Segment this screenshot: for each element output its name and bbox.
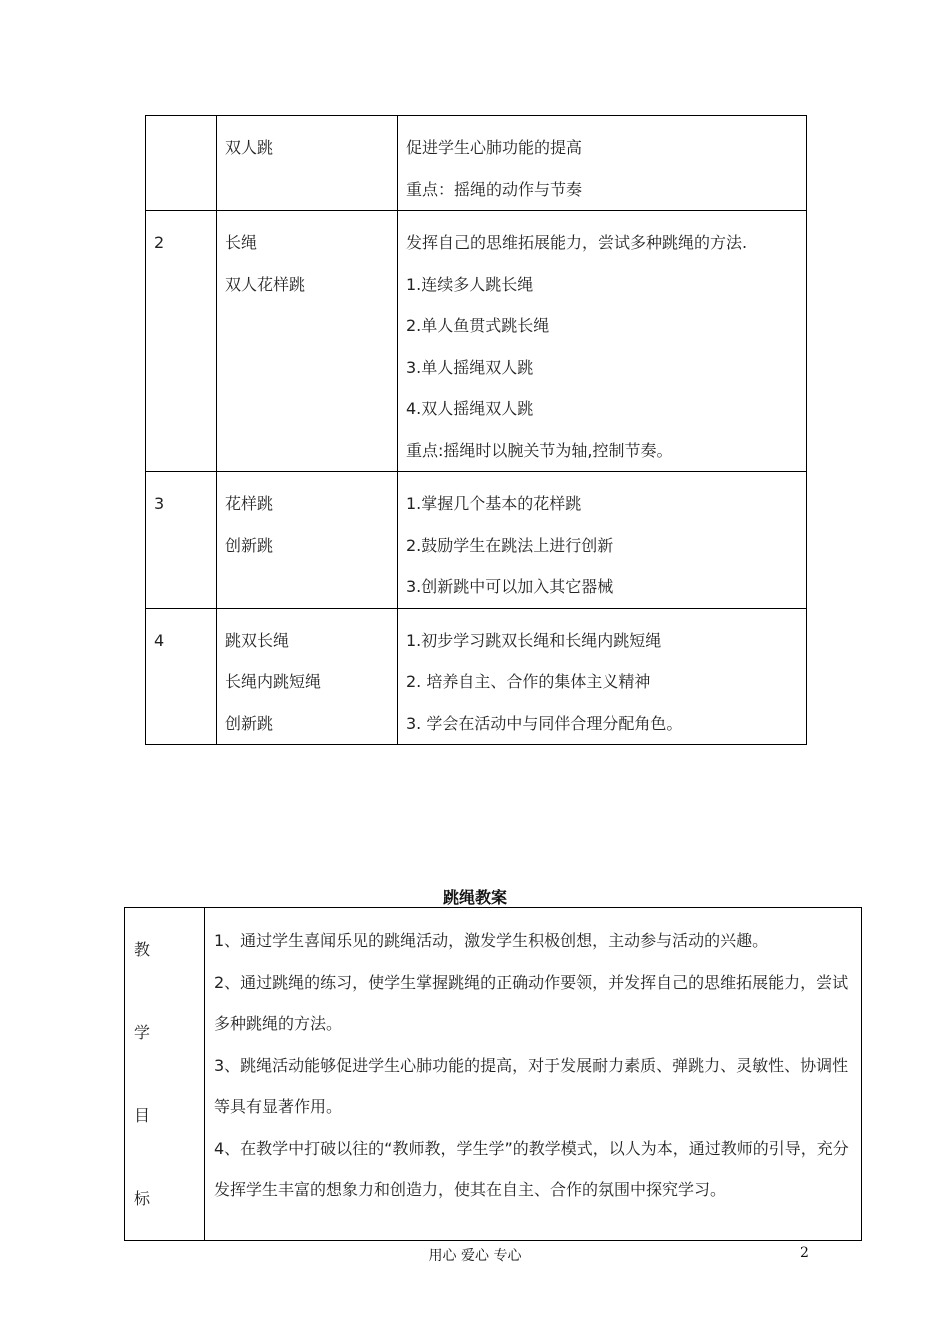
detail-line: 2. 培养自主、合作的集体主义精神 xyxy=(406,672,651,691)
row-number-cell xyxy=(146,211,217,472)
activity-item: 创新跳 xyxy=(225,713,274,733)
detail-cell xyxy=(398,608,807,745)
row-number-cell xyxy=(146,472,217,609)
activity-item: 跳双长绳 xyxy=(225,630,290,650)
activity-cell xyxy=(217,116,398,211)
table-row xyxy=(146,608,807,745)
objective-paragraph: 1、通过学生喜闻乐见的跳绳活动，激发学生积极创想，主动参与活动的兴趣。 xyxy=(214,931,769,950)
lesson-objectives-table xyxy=(124,907,862,1241)
detail-line: 3.单人摇绳双人跳 xyxy=(406,357,534,377)
activity-cell xyxy=(217,608,398,745)
activity-cell xyxy=(217,211,398,472)
objective-paragraph: 4、在教学中打破以往的“教师教，学生学”的教学模式，以人为本，通过教师的引导，充分发挥学生丰富的想象力和创造力，使其在自主、合作的氛围中探究学习。 xyxy=(214,1138,849,1199)
objective-paragraph: 2、通过跳绳的练习，使学生掌握跳绳的正确动作要领，并发挥自己的思维拓展能力，尝试多种跳绳的方法。 xyxy=(214,972,849,1033)
detail-cell xyxy=(398,116,807,211)
activity-table xyxy=(145,115,807,745)
activity-item: 长绳内跳短绳 xyxy=(225,672,322,691)
objective-paragraph: 3、跳绳活动能够促进学生心肺功能的提高，对于发展耐力素质、弹跳力、灵敏性、协调性等具有显著作用。 xyxy=(214,1055,849,1116)
detail-line: 2.鼓励学生在跳法上进行创新 xyxy=(406,535,614,555)
activity-item: 双人花样跳 xyxy=(225,274,306,294)
side-label-char: 目 xyxy=(134,1106,151,1125)
footer-motto: 用心 爱心 专心 xyxy=(428,1248,522,1264)
detail-line: 1.初步学习跳双长绳和长绳内跳短绳 xyxy=(406,630,662,650)
row-number: 4 xyxy=(154,630,165,650)
row-number-cell xyxy=(146,608,217,745)
objectives-side-label-cell xyxy=(125,908,205,1241)
detail-cell xyxy=(398,211,807,472)
table-row xyxy=(146,472,807,609)
detail-line: 3.创新跳中可以加入其它器械 xyxy=(406,577,614,596)
page-number: 2 xyxy=(800,1245,809,1261)
detail-line: 4.双人摇绳双人跳 xyxy=(406,399,534,418)
row-number: 2 xyxy=(154,233,165,252)
detail-line: 1.掌握几个基本的花样跳 xyxy=(406,494,582,513)
objectives-body-cell xyxy=(205,908,862,1241)
detail-line: 重点：摇绳的动作与节奏 xyxy=(406,179,583,199)
activity-item: 创新跳 xyxy=(225,535,274,555)
activity-cell xyxy=(217,472,398,609)
detail-line: 发挥自己的思维拓展能力，尝试多种跳绳的方法. xyxy=(406,233,748,252)
detail-line: 促进学生心肺功能的提高 xyxy=(406,138,583,157)
detail-line: 2.单人鱼贯式跳长绳 xyxy=(406,316,550,335)
detail-line: 1.连续多人跳长绳 xyxy=(406,274,534,294)
detail-cell xyxy=(398,472,807,609)
activity-item: 花样跳 xyxy=(225,494,274,513)
detail-line: 重点:摇绳时以腕关节为轴,控制节奏。 xyxy=(406,440,673,460)
side-label-char: 学 xyxy=(134,1023,151,1042)
activity-item: 双人跳 xyxy=(225,138,274,157)
activity-item: 长绳 xyxy=(225,233,258,252)
row-number: 3 xyxy=(154,494,165,513)
table-row xyxy=(146,116,807,211)
lesson-title: 跳绳教案 xyxy=(442,888,507,907)
row-number-cell xyxy=(146,116,217,211)
objectives-row xyxy=(125,908,862,1241)
side-label-char: 教 xyxy=(134,940,151,959)
side-label-char: 标 xyxy=(134,1189,151,1208)
detail-line: 3. 学会在活动中与同伴合理分配角色。 xyxy=(406,713,683,733)
table-row xyxy=(146,211,807,472)
